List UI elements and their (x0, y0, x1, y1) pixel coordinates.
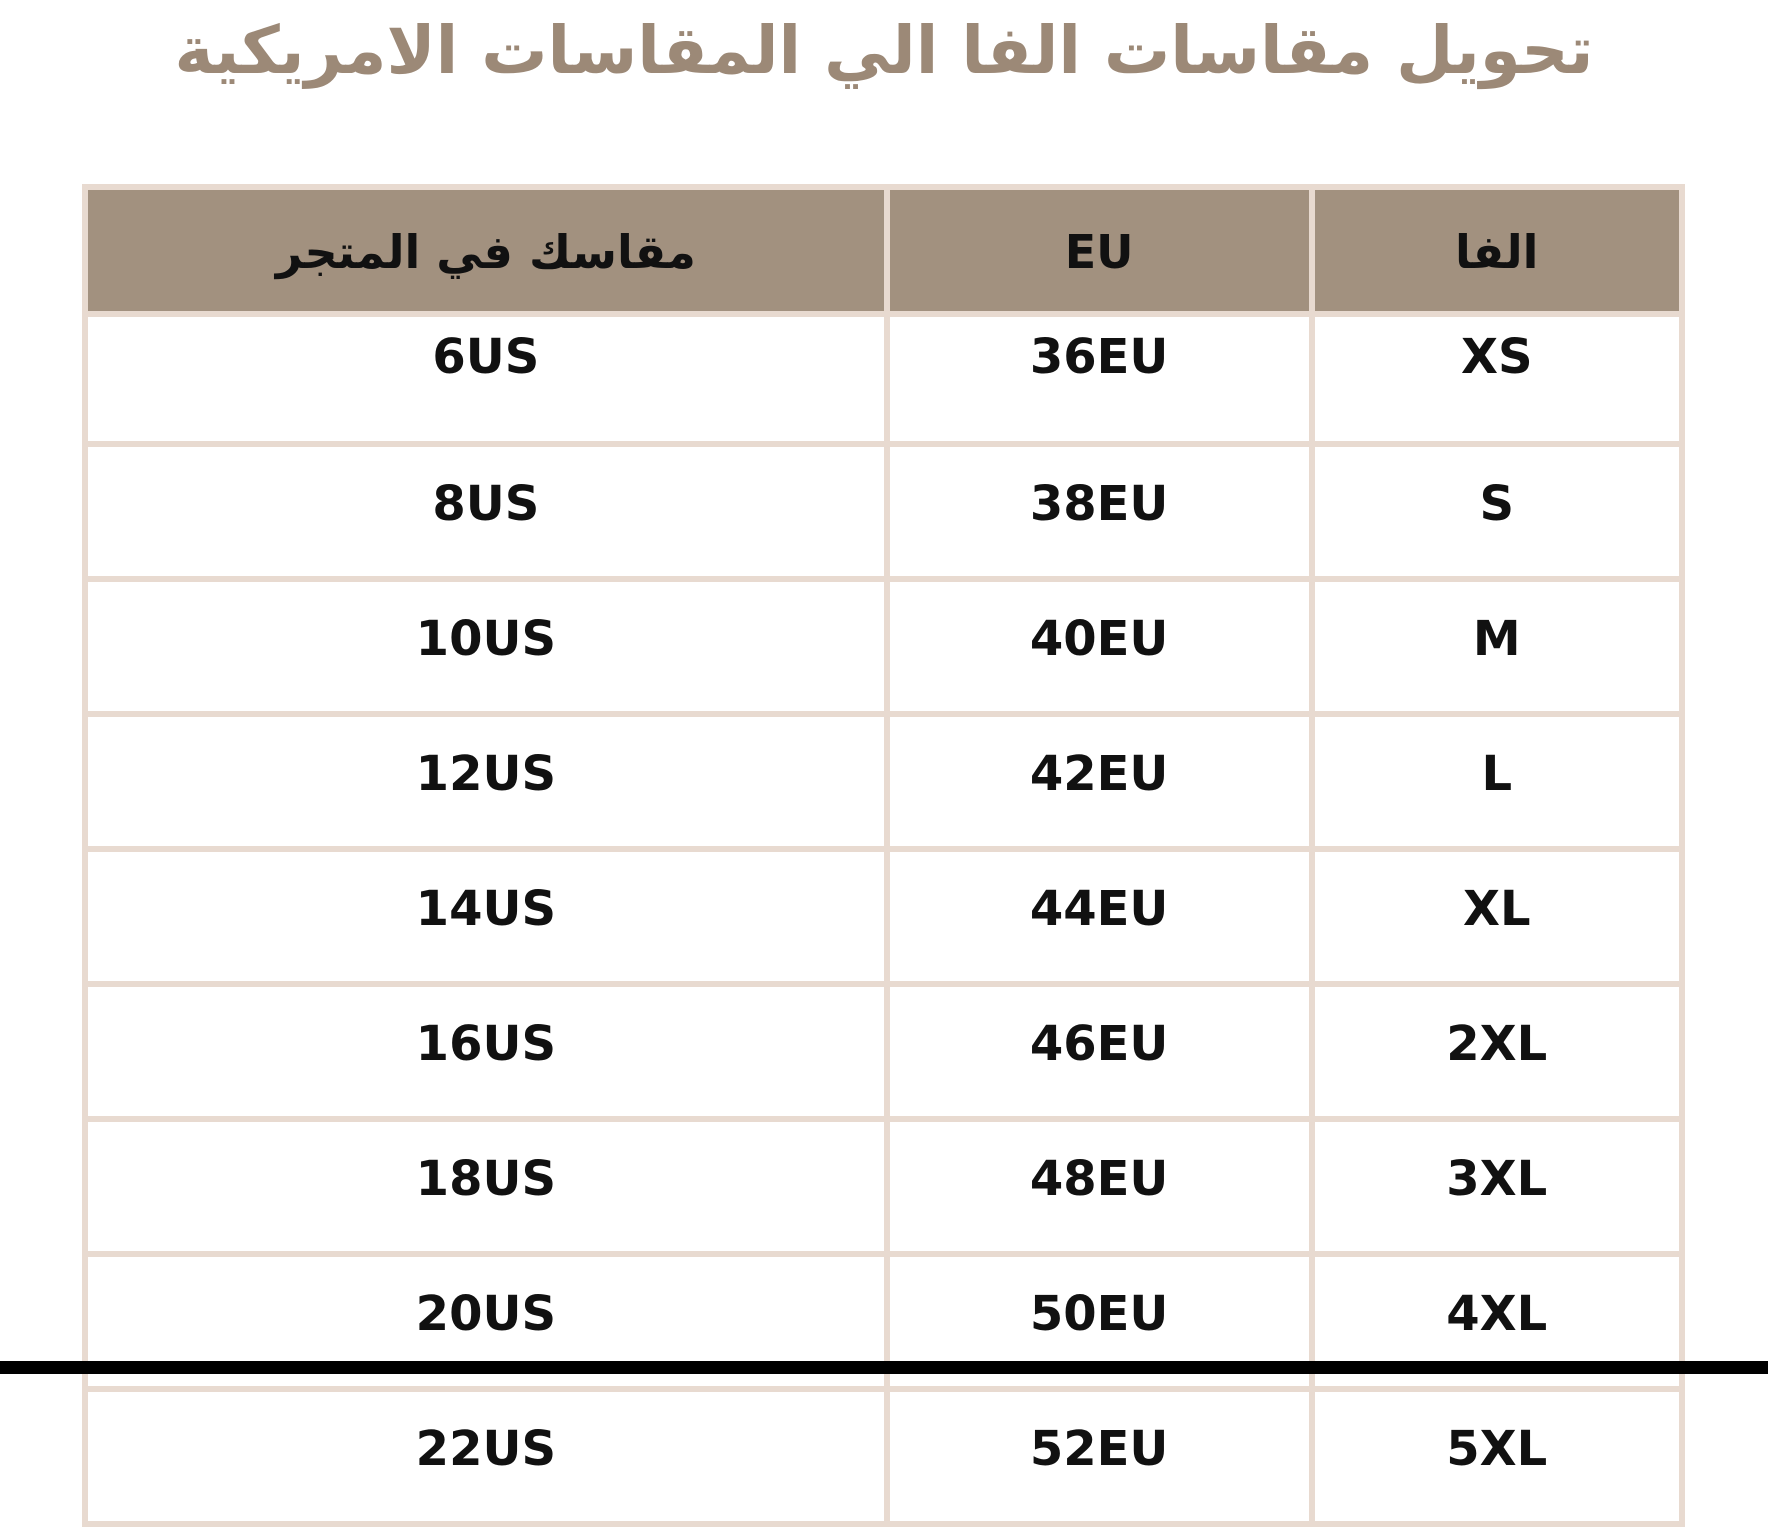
cell-alpha: S (1312, 444, 1683, 579)
table-row (85, 849, 1682, 984)
cell-eu: 42EU (887, 714, 1312, 849)
column-header-alpha: الفا (1312, 187, 1683, 314)
column-header-store: مقاسك في المتجر (85, 187, 887, 314)
cell-eu: 38EU (887, 444, 1312, 579)
cell-eu: 36EU (887, 314, 1312, 444)
cell-alpha: 5XL (1312, 1389, 1683, 1524)
table-row (85, 314, 1682, 444)
table-row (85, 579, 1682, 714)
cell-alpha: M (1312, 579, 1683, 714)
size-conversion-table-container (82, 184, 1685, 1477)
cell-us: 10US (85, 579, 887, 714)
cell-us: 20US (85, 1254, 887, 1389)
cell-eu: 52EU (887, 1389, 1312, 1524)
table-header (85, 187, 1682, 314)
size-conversion-table (82, 184, 1685, 1527)
cell-alpha: L (1312, 714, 1683, 849)
cell-us: 12US (85, 714, 887, 849)
cell-alpha: 4XL (1312, 1254, 1683, 1389)
cell-us: 14US (85, 849, 887, 984)
cell-eu: 48EU (887, 1119, 1312, 1254)
cell-alpha: XS (1312, 314, 1683, 444)
cell-us: 8US (85, 444, 887, 579)
cell-eu: 40EU (887, 579, 1312, 714)
cell-eu: 46EU (887, 984, 1312, 1119)
cell-alpha: 3XL (1312, 1119, 1683, 1254)
header-row (85, 187, 1682, 314)
table-row (85, 1389, 1682, 1524)
cell-us: 18US (85, 1119, 887, 1254)
cell-eu: 50EU (887, 1254, 1312, 1389)
table-row (85, 444, 1682, 579)
cell-alpha: 2XL (1312, 984, 1683, 1119)
cell-us: 22US (85, 1389, 887, 1524)
table-body (85, 314, 1682, 1524)
table-row (85, 1119, 1682, 1254)
cell-us: 16US (85, 984, 887, 1119)
page-title: تحويل مقاسات الفا الي المقاسات الامريكية (174, 12, 1594, 89)
cell-alpha: XL (1312, 849, 1683, 984)
column-header-eu: EU (887, 187, 1312, 314)
table-row (85, 984, 1682, 1119)
cell-us: 6US (85, 314, 887, 444)
table-row (85, 714, 1682, 849)
cell-eu: 44EU (887, 849, 1312, 984)
